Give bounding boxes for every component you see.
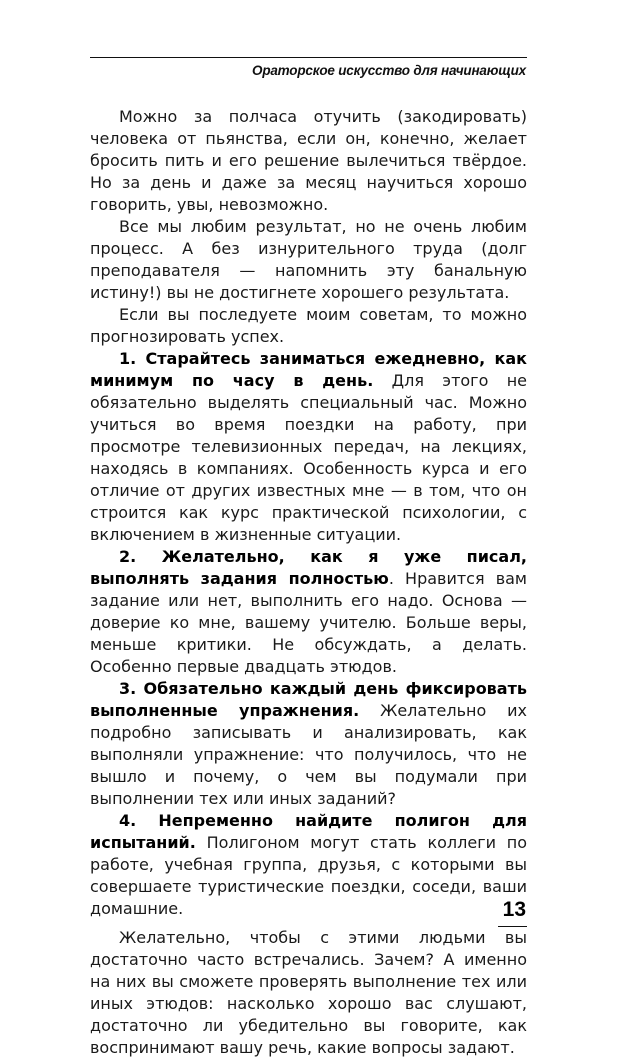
footer-rule	[498, 926, 527, 927]
tip-1-heading: 1. Старайтесь заниматься ежедневно, как минимум по часу в день.	[90, 349, 527, 390]
paragraph-1	[90, 106, 527, 216]
paragraph-text: Желательно их подробно записывать и анализировать, как выполняли упражнение: что получилось, что не вышло и почему, о чем вы подумали при выполнении тех или иных заданий?	[90, 701, 528, 808]
paragraph-text: Все мы любим результат, но не очень любим процесс. А без изнурительного труда (долг преподавателя — напомнить эту банальную истину!) вы не достигнете хорошего результата.	[90, 217, 527, 302]
tip-4-heading: 4. Непременно найдите полигон для испытаний.	[90, 811, 527, 852]
tip-3-paragraph	[90, 678, 527, 810]
tip-2-heading: 2. Желательно, как я уже писал, выполнять задания полностью	[90, 547, 527, 588]
paragraph-3	[90, 304, 527, 348]
paragraph-2	[90, 216, 527, 304]
paragraph-text: Для этого не обязательно выделять специальный час. Можно учиться во время поездки на работу, при просмотре телевизионных передач, на лекциях, находясь в компаниях. Особенность курса и его отличие от других известных мне — в том, что он строится как курс практической психологии, с включением в жизненные ситуации.	[90, 371, 528, 544]
paragraph-text: Полигоном могут стать коллеги по работе, учебная группа, друзья, с которыми вы совершаете туристические поездки, соседи, ваши домашние.	[90, 833, 527, 918]
tip-2-paragraph	[90, 546, 527, 678]
page-number: 13	[502, 898, 526, 921]
paragraph-text: Можно за полчаса отучить (закодировать) человека от пьянства, если он, конечно, желает бросить пить и его решение вылечиться твёрдое. Но за день и даже за месяц научиться хорошо говорить, увы, невозможно.	[90, 107, 527, 214]
paragraph-last	[90, 927, 527, 1059]
tip-3-heading: 3. Обязательно каждый день фиксировать выполненные упражнения.	[90, 679, 527, 720]
paragraph-text: Желательно, чтобы с этими людьми вы достаточно часто встречались. Зачем? А именно на них вы сможете проверять выполнение тех или иных этюдов: насколько хорошо вас слушают, достаточно ли убедительно вы говорите, как воспринимают вашу речь, какие вопросы задают.	[90, 928, 527, 1057]
tip-1-paragraph	[90, 348, 527, 546]
body-text	[90, 106, 527, 1059]
running-title: Ораторское искусство для начинающих	[252, 63, 526, 78]
header-rule	[90, 57, 527, 58]
tip-4-paragraph	[90, 810, 527, 920]
paragraph-text: . Нравится вам задание или нет, выполнить его надо. Основа — доверие ко мне, вашему учителю. Больше веры, меньше критики. Не обсуждать, а делать. Особенно первые двадцать этюдов.	[90, 569, 527, 676]
paragraph-text: Если вы последуете моим советам, то можно прогнозировать успех.	[90, 305, 527, 346]
